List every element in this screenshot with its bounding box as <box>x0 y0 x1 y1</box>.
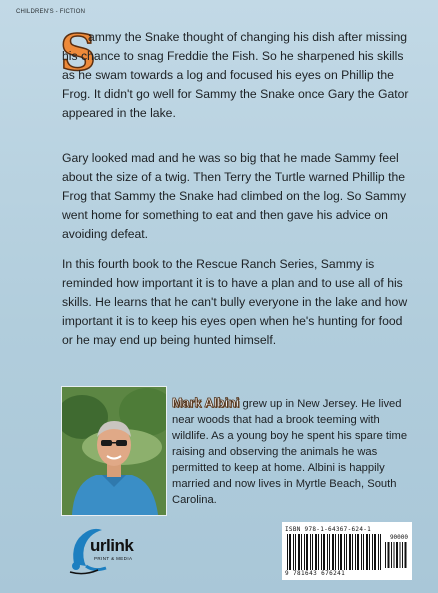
barcode-stripe <box>378 534 379 570</box>
barcode-stripe <box>306 534 308 570</box>
barcode-stripe <box>295 534 296 570</box>
barcode-stripe <box>352 534 353 570</box>
story-paragraph-2: Gary looked mad and he was so big that he made Sammy feel about the size of a twig. Then Terry the Turtle warned Phillip the Frog that Sammy the Snake had climbed on the log. So Sammy went home for something to eat and then gave his advice on avoiding defeat. <box>62 151 407 241</box>
barcode-stripe <box>372 534 373 570</box>
addon-barcode-bars <box>384 542 408 568</box>
barcode-stripe <box>293 534 294 570</box>
barcode-stripe <box>332 534 334 570</box>
drop-cap: S <box>60 23 97 82</box>
barcode-stripe <box>327 534 328 570</box>
isbn-text: ISBN 978-1-64367-624-1 <box>285 526 372 533</box>
addon-stripe <box>391 542 392 568</box>
price-code: 90000 <box>389 534 408 541</box>
addon-stripe <box>402 542 403 568</box>
barcode-stripe <box>380 534 381 570</box>
barcode-stripe <box>301 534 302 570</box>
addon-stripe <box>396 542 398 568</box>
category-label: CHILDREN'S - FICTION <box>16 9 86 15</box>
barcode-stripe <box>287 534 288 570</box>
series-paragraph: In this fourth book to the Rescue Ranch Series, Sammy is reminded how important it is to have a plan and to use all of his skills. He learns that he can't bully everyone in the lake and how important it is to keep his eyes open when he's hunting for food or he may end up being hunted himself. <box>62 257 408 347</box>
intro-paragraph <box>60 23 410 123</box>
author-name: Mark Albini <box>172 396 240 410</box>
barcode-label <box>282 522 412 580</box>
barcode-stripe <box>357 534 359 570</box>
barcode-stripe <box>298 534 300 570</box>
addon-stripe <box>388 542 390 568</box>
addon-stripe <box>385 542 386 568</box>
publisher-logo <box>64 520 140 578</box>
barcode-stripe <box>321 534 322 570</box>
barcode-bars <box>286 534 382 570</box>
addon-stripe <box>400 542 401 568</box>
barcode-stripe <box>363 534 364 570</box>
barcode-digits: 9 781643 676241 <box>285 570 346 577</box>
author-portrait-illustration <box>62 387 166 515</box>
barcode-stripe <box>340 534 342 570</box>
barcode-stripe <box>355 534 356 570</box>
barcode-stripe <box>329 534 330 570</box>
barcode-stripe <box>369 534 370 570</box>
barcode-stripe <box>335 534 336 570</box>
author-bio-text: grew up in New Jersey. He lived near woods that had a brook teeming with wildlife. As a young boy he spent his spare time raising and observing the animals he was permitted to keep at home. Albini is happily married and now lives in Myrtle Beach, South Carolina. <box>172 398 408 506</box>
barcode-stripe <box>318 534 319 570</box>
publisher-subtext: PRINT & MEDIA <box>94 556 133 561</box>
barcode-stripe <box>338 534 339 570</box>
barcode-stripe <box>366 534 368 570</box>
author-photo <box>61 386 167 516</box>
barcode-stripe <box>304 534 305 570</box>
intro-text: ammy the Snake thought of changing his dish after missing his chance to snag Freddie the Fish. So he sharpened his skills as he swam towards a log and focused his eyes on Phillip the Frog. It didn't go well for Sammy the Snake once Gary the Gator appeared in the lake. <box>62 30 409 120</box>
barcode-stripe <box>344 534 345 570</box>
publisher-wordmark: urlink <box>90 536 134 555</box>
barcode-stripe <box>349 534 351 570</box>
barcode-stripe <box>315 534 317 570</box>
author-bio <box>172 395 412 508</box>
barcode-stripe <box>374 534 376 570</box>
barcode-stripe <box>323 534 325 570</box>
barcode-stripe <box>289 534 291 570</box>
barcode-stripe <box>312 534 313 570</box>
barcode-stripe <box>361 534 362 570</box>
barcode-stripe <box>346 534 347 570</box>
barcode-stripe <box>310 534 311 570</box>
addon-stripe <box>405 542 407 568</box>
addon-stripe <box>394 542 395 568</box>
